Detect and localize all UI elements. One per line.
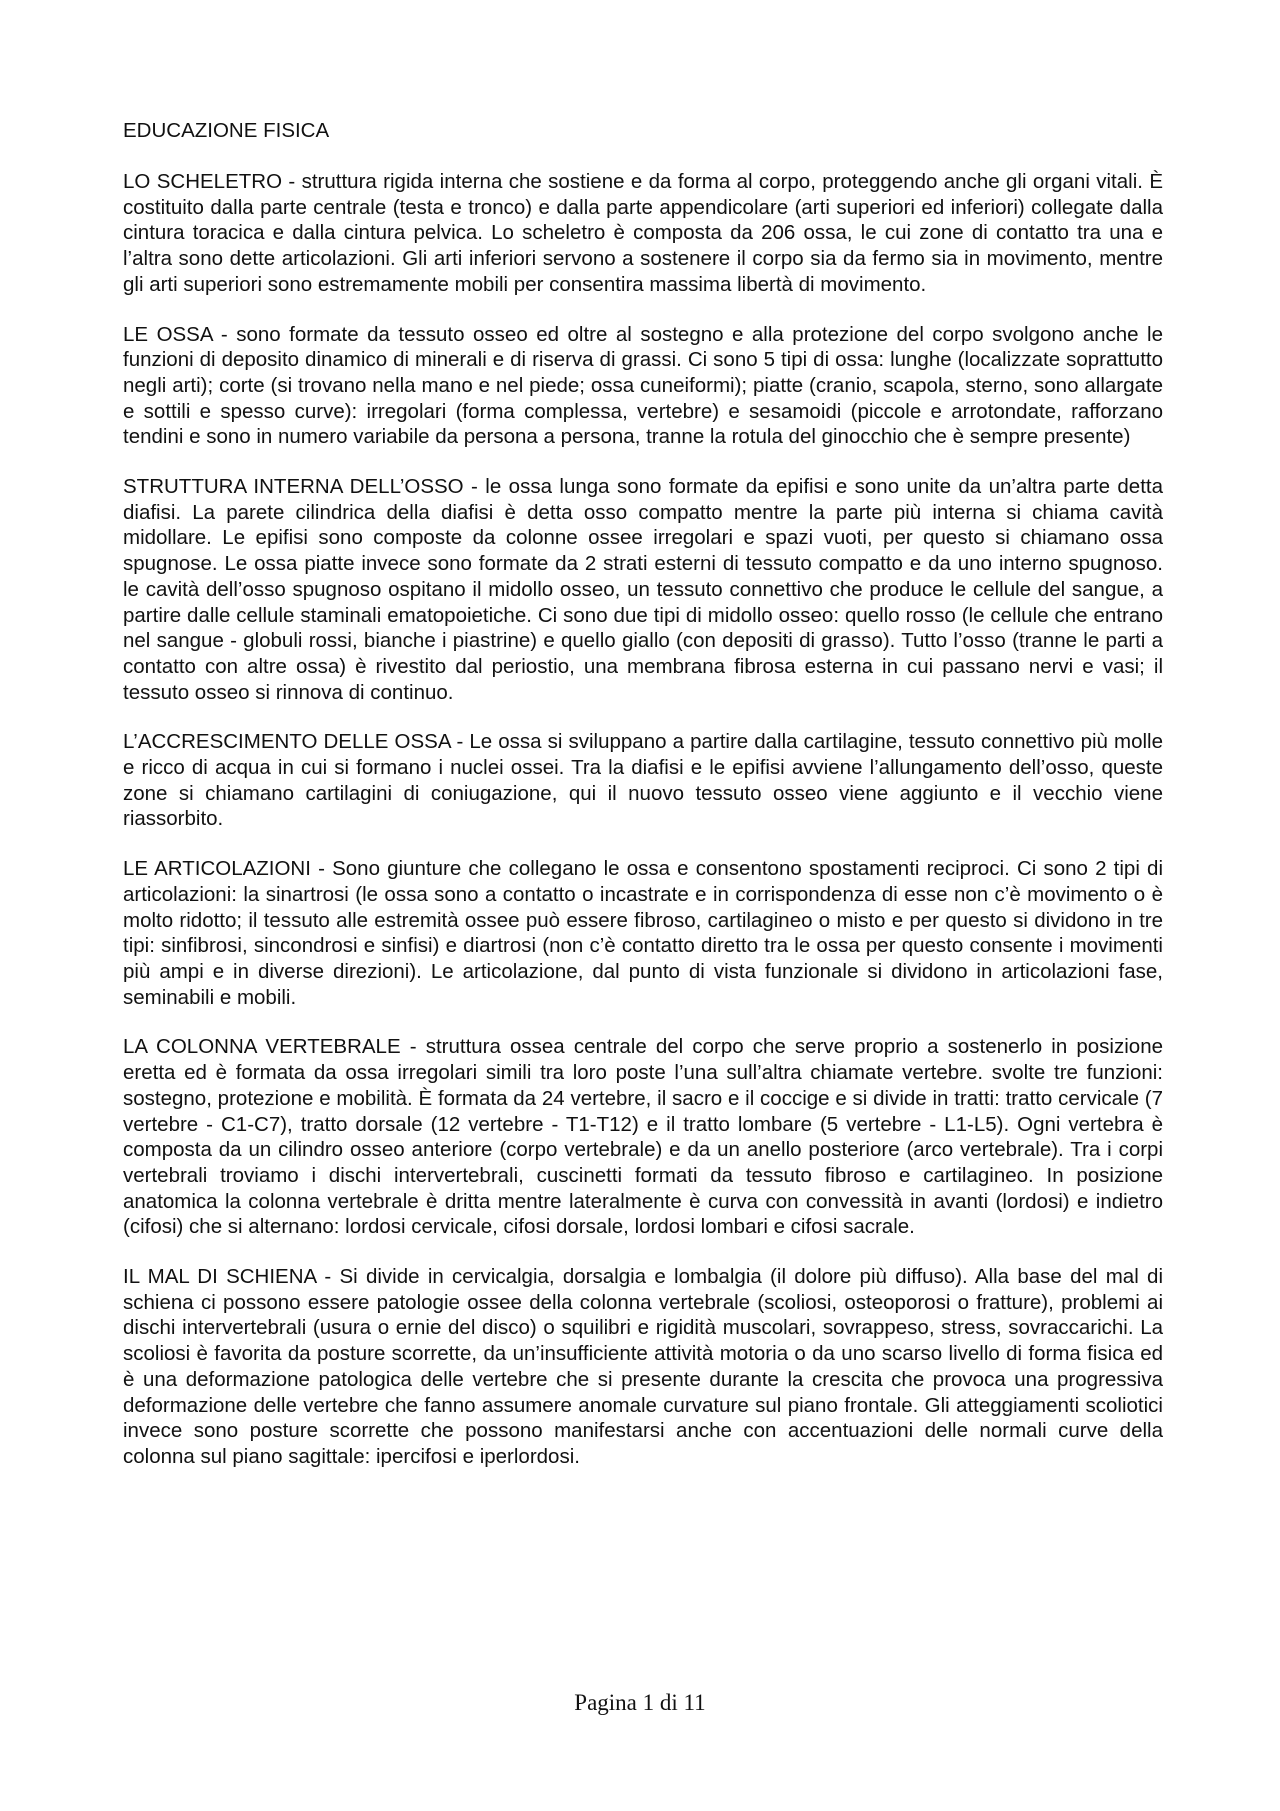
section-accrescimento <box>123 729 1163 832</box>
section-scheletro <box>123 169 1163 298</box>
section-heading: IL MAL DI SCHIENA <box>123 1265 317 1289</box>
section-heading: STRUTTURA INTERNA DELL’OSSO <box>123 475 464 499</box>
section-ossa <box>123 322 1163 451</box>
section-body: - struttura ossea centrale del corpo che serve proprio a sostenerlo in posizione eretta ed è formata da ossa irregolari simili tra loro poste l’una sull’altra chiamate vertebre. svolte tre funzioni: sostegno, protezione e mobilità. È formata da 24 vertebre, il sacro e il coccige e si divide in tratti: tratto cervicale (7 vertebre - C1-C7), tratto dorsale (12 vertebre - T1-T12) e il tratto lombare (5 vertebre - L1-L5). Ogni vertebra è composta da un cilindro osseo anteriore (corpo vertebrale) e da un anello posteriore (arco vertebrale). Tra i corpi vertebrali troviamo i dischi intervertebrali, cuscinetti formati da tessuto fibroso e cartilagineo. In posizione anatomica la colonna vertebrale è dritta mentre lateralmente è curva con convessità in avanti (lordosi) e indietro (cifosi) che si alternano: lordosi cervicale, cifosi dorsale, lordosi lombari e cifosi sacrale. <box>123 1035 1163 1239</box>
section-mal-di-schiena <box>123 1264 1163 1470</box>
section-heading: LE ARTICOLAZIONI <box>123 857 311 881</box>
section-body: - Sono giunture che collegano le ossa e consentono spostamenti reciproci. Ci sono 2 tipi di articolazioni: la sinartrosi (le ossa sono a contatto o incastrate e in corrispondenza di esse non c’è movimento o è molto ridotto; il tessuto alle estremità ossee può essere fibroso, cartilagineo o misto e per questo si dividono in tre tipi: sinfibrosi, sincondrosi e sinfisi) e diartrosi (non c’è contatto diretto tra le ossa per questo consente i movimenti più ampi e in diverse direzioni). Le articolazione, dal punto di vista funzionale si dividono in articolazioni fase, seminabili e mobili. <box>123 857 1163 1009</box>
page-number: Pagina 1 di 11 <box>574 1690 706 1715</box>
section-body: - Si divide in cervicalgia, dorsalgia e lombalgia (il dolore più diffuso). Alla base del mal di schiena ci possono essere patologie ossee della colonna vertebrale (scoliosi, osteoporosi o fratture), problemi ai dischi intervertebrali (usura o ernie del disco) o squilibri e rigidità muscolari, sovrappeso, stress, sovraccarichi. La scoliosi è favorita da posture scorrette, da un’insufficiente attività motoria o da uno scarso livello di forma fisica ed è una deformazione patologica delle vertebre che si presente durante la crescita che provoca una progressiva deformazione delle vertebre che fanno assumere anomale curvature sul piano frontale. Gli atteggiamenti scoliotici invece sono posture scorrette che possono manifestarsi anche con accentuazioni delle normali curve della colonna sul piano sagittale: ipercifosi e iperlordosi. <box>123 1265 1163 1468</box>
section-articolazioni <box>123 856 1163 1010</box>
section-heading: LA COLONNA VERTEBRALE <box>123 1035 401 1059</box>
section-body: - sono formate da tessuto osseo ed oltre al sostegno e alla protezione del corpo svolgono anche le funzioni di deposito dinamico di minerali e di riserva di grassi. Ci sono 5 tipi di ossa: lunghe (localizzate soprattutto negli arti); corte (si trovano nella mano e nel piede; ossa cuneiformi); piatte (cranio, scapola, sterno, sono allargate e sottili e spesso curve): irregolari (forma complessa, vertebre) e sesamoidi (piccole e arrotondate, rafforzano tendini e sono in numero variabile da persona a persona, tranne la rotula del ginocchio che è sempre presente) <box>123 322 1163 449</box>
document-title: EDUCAZIONE FISICA <box>123 119 330 142</box>
section-colonna-vertebrale <box>123 1034 1163 1240</box>
section-heading: L’ACCRESCIMENTO DELLE OSSA <box>123 730 451 754</box>
section-body: - le ossa lunga sono formate da epifisi e sono unite da un’altra parte detta diafisi. La parete cilindrica della diafisi è detta osso compatto mentre la parte più interna si chiama cavità midollare. Le epifisi sono composte da colonne ossee irregolari e spazi vuoti, per questo si chiamano ossa spugnose. Le ossa piatte invece sono formate da 2 strati esterni di tessuto compatto e da uno interno spugnoso. le cavità dell’osso spugnoso ospitano il midollo osseo, un tessuto connettivo che produce le cellule del sangue, a partire dalle cellule staminali ematopoietiche. Ci sono due tipi di midollo osseo: quello rosso (le cellule che entrano nel sangue - globuli rossi, bianche i piastrine) e quello giallo (con depositi di grasso). Tutto l’osso (tranne le parti a contatto con altre ossa) è rivestito dal periostio, una membrana fibrosa esterna in cui passano nervi e vasi; il tessuto osseo si rinnova di continuo. <box>123 475 1163 704</box>
section-body: - Le ossa si sviluppano a partire dalla cartilagine, tessuto connettivo più molle e ricco di acqua in cui si formano i nuclei ossei. Tra la diafisi e le epifisi avviene l’allungamento dell’osso, queste zone si chiamano cartilagini di coniugazione, qui il nuovo tessuto osseo viene aggiunto e il vecchio viene riassorbito. <box>123 730 1163 831</box>
section-heading: LE OSSA <box>123 322 213 346</box>
section-struttura-interna <box>123 474 1163 705</box>
section-heading: LO SCHELETRO <box>123 170 283 193</box>
document-page <box>123 118 1163 1494</box>
section-body: - struttura rigida interna che sostiene e da forma al corpo, proteggendo anche gli organi vitali. È costituito dalla parte centrale (testa e tronco) e dalla parte appendicolare (arti superiori ed inferiori) collegate dalla cintura toracica e dalla cintura pelvica. Lo scheletro è composta da 206 ossa, le cui zone di contatto tra una e l’altra sono dette articolazioni. Gli arti inferiori servono a sostenere il corpo sia da fermo sia in movimento, mentre gli arti superiori sono estremamente mobili per consentira massima libertà di movimento. <box>123 170 1163 296</box>
